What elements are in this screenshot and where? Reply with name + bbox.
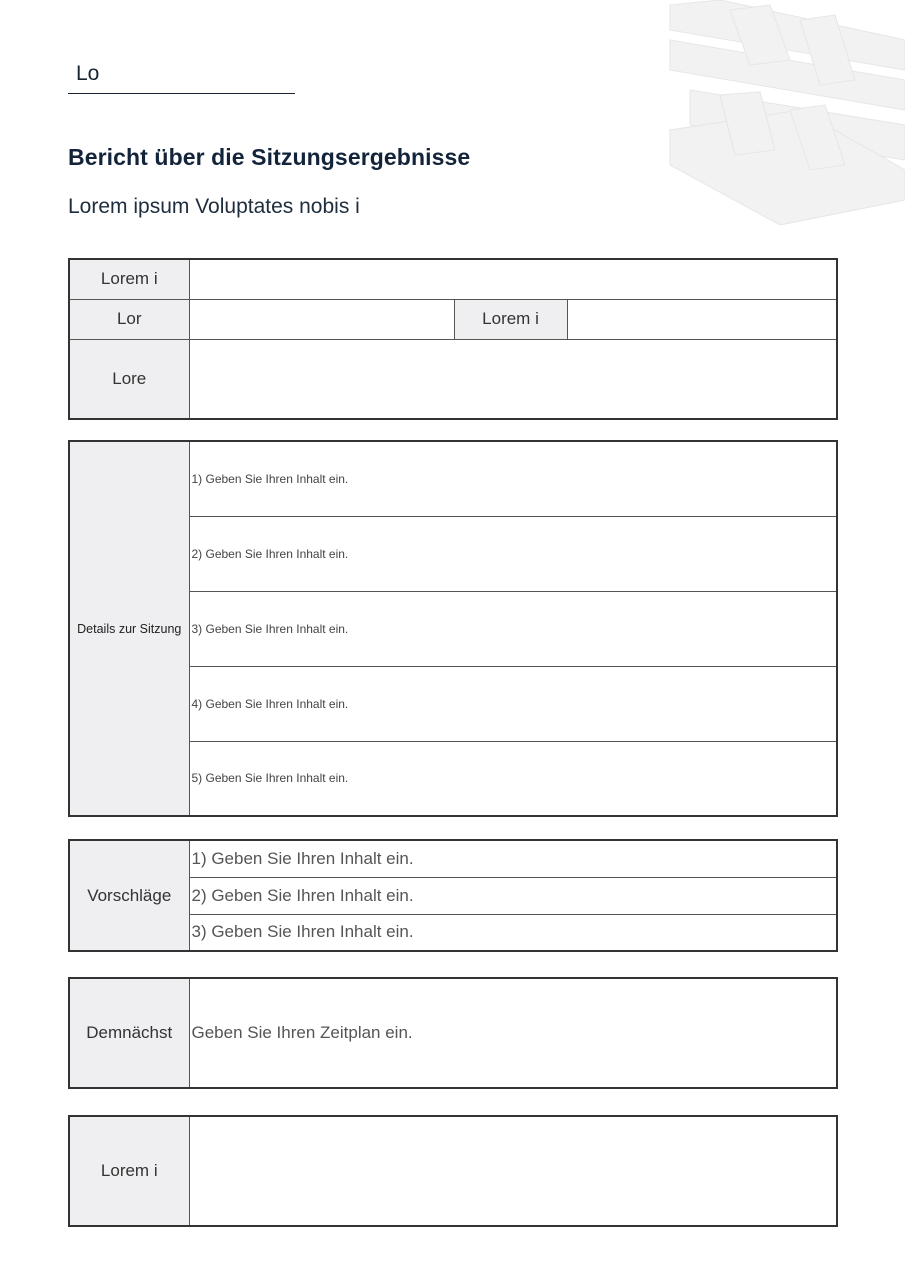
upcoming-label: Demnächst <box>69 978 189 1088</box>
logo-text: Lo <box>76 62 100 85</box>
details-item[interactable]: 5) Geben Sie Ihren Inhalt ein. <box>189 741 837 816</box>
info-row2-label: Lor <box>69 299 189 339</box>
info-row2-field-right[interactable] <box>567 299 837 339</box>
suggestions-label: Vorschläge <box>69 840 189 951</box>
info-row2-field-left[interactable] <box>189 299 454 339</box>
suggestions-table <box>68 839 838 952</box>
logo-placeholder <box>68 58 295 94</box>
page-title: Bericht über die Sitzungsergebnisse <box>68 144 471 170</box>
suggestion-item[interactable]: 3) Geben Sie Ihren Inhalt ein. <box>189 914 837 951</box>
last-section-label: Lorem i <box>69 1116 189 1226</box>
details-item[interactable]: 3) Geben Sie Ihren Inhalt ein. <box>189 591 837 666</box>
last-section-field[interactable] <box>189 1116 837 1226</box>
details-item[interactable]: 4) Geben Sie Ihren Inhalt ein. <box>189 666 837 741</box>
upcoming-field[interactable]: Geben Sie Ihren Zeitplan ein. <box>189 978 837 1088</box>
details-label: Details zur Sitzung <box>69 441 189 816</box>
info-row3-label: Lore <box>69 339 189 419</box>
details-table <box>68 440 838 817</box>
last-section-table <box>68 1115 838 1227</box>
info-table <box>68 258 838 420</box>
details-item[interactable]: 1) Geben Sie Ihren Inhalt ein. <box>189 441 837 516</box>
info-row3-field[interactable] <box>189 339 837 419</box>
details-item[interactable]: 2) Geben Sie Ihren Inhalt ein. <box>189 516 837 591</box>
info-row1-field[interactable] <box>189 259 837 299</box>
suggestion-item[interactable]: 2) Geben Sie Ihren Inhalt ein. <box>189 877 837 914</box>
info-row2-label-right: Lorem i <box>454 299 567 339</box>
page-subtitle: Lorem ipsum Voluptates nobis i <box>68 195 360 218</box>
info-row1-label: Lorem i <box>69 259 189 299</box>
upcoming-table <box>68 977 838 1089</box>
decorative-pallet-graphic <box>660 0 905 230</box>
suggestion-item[interactable]: 1) Geben Sie Ihren Inhalt ein. <box>189 840 837 877</box>
